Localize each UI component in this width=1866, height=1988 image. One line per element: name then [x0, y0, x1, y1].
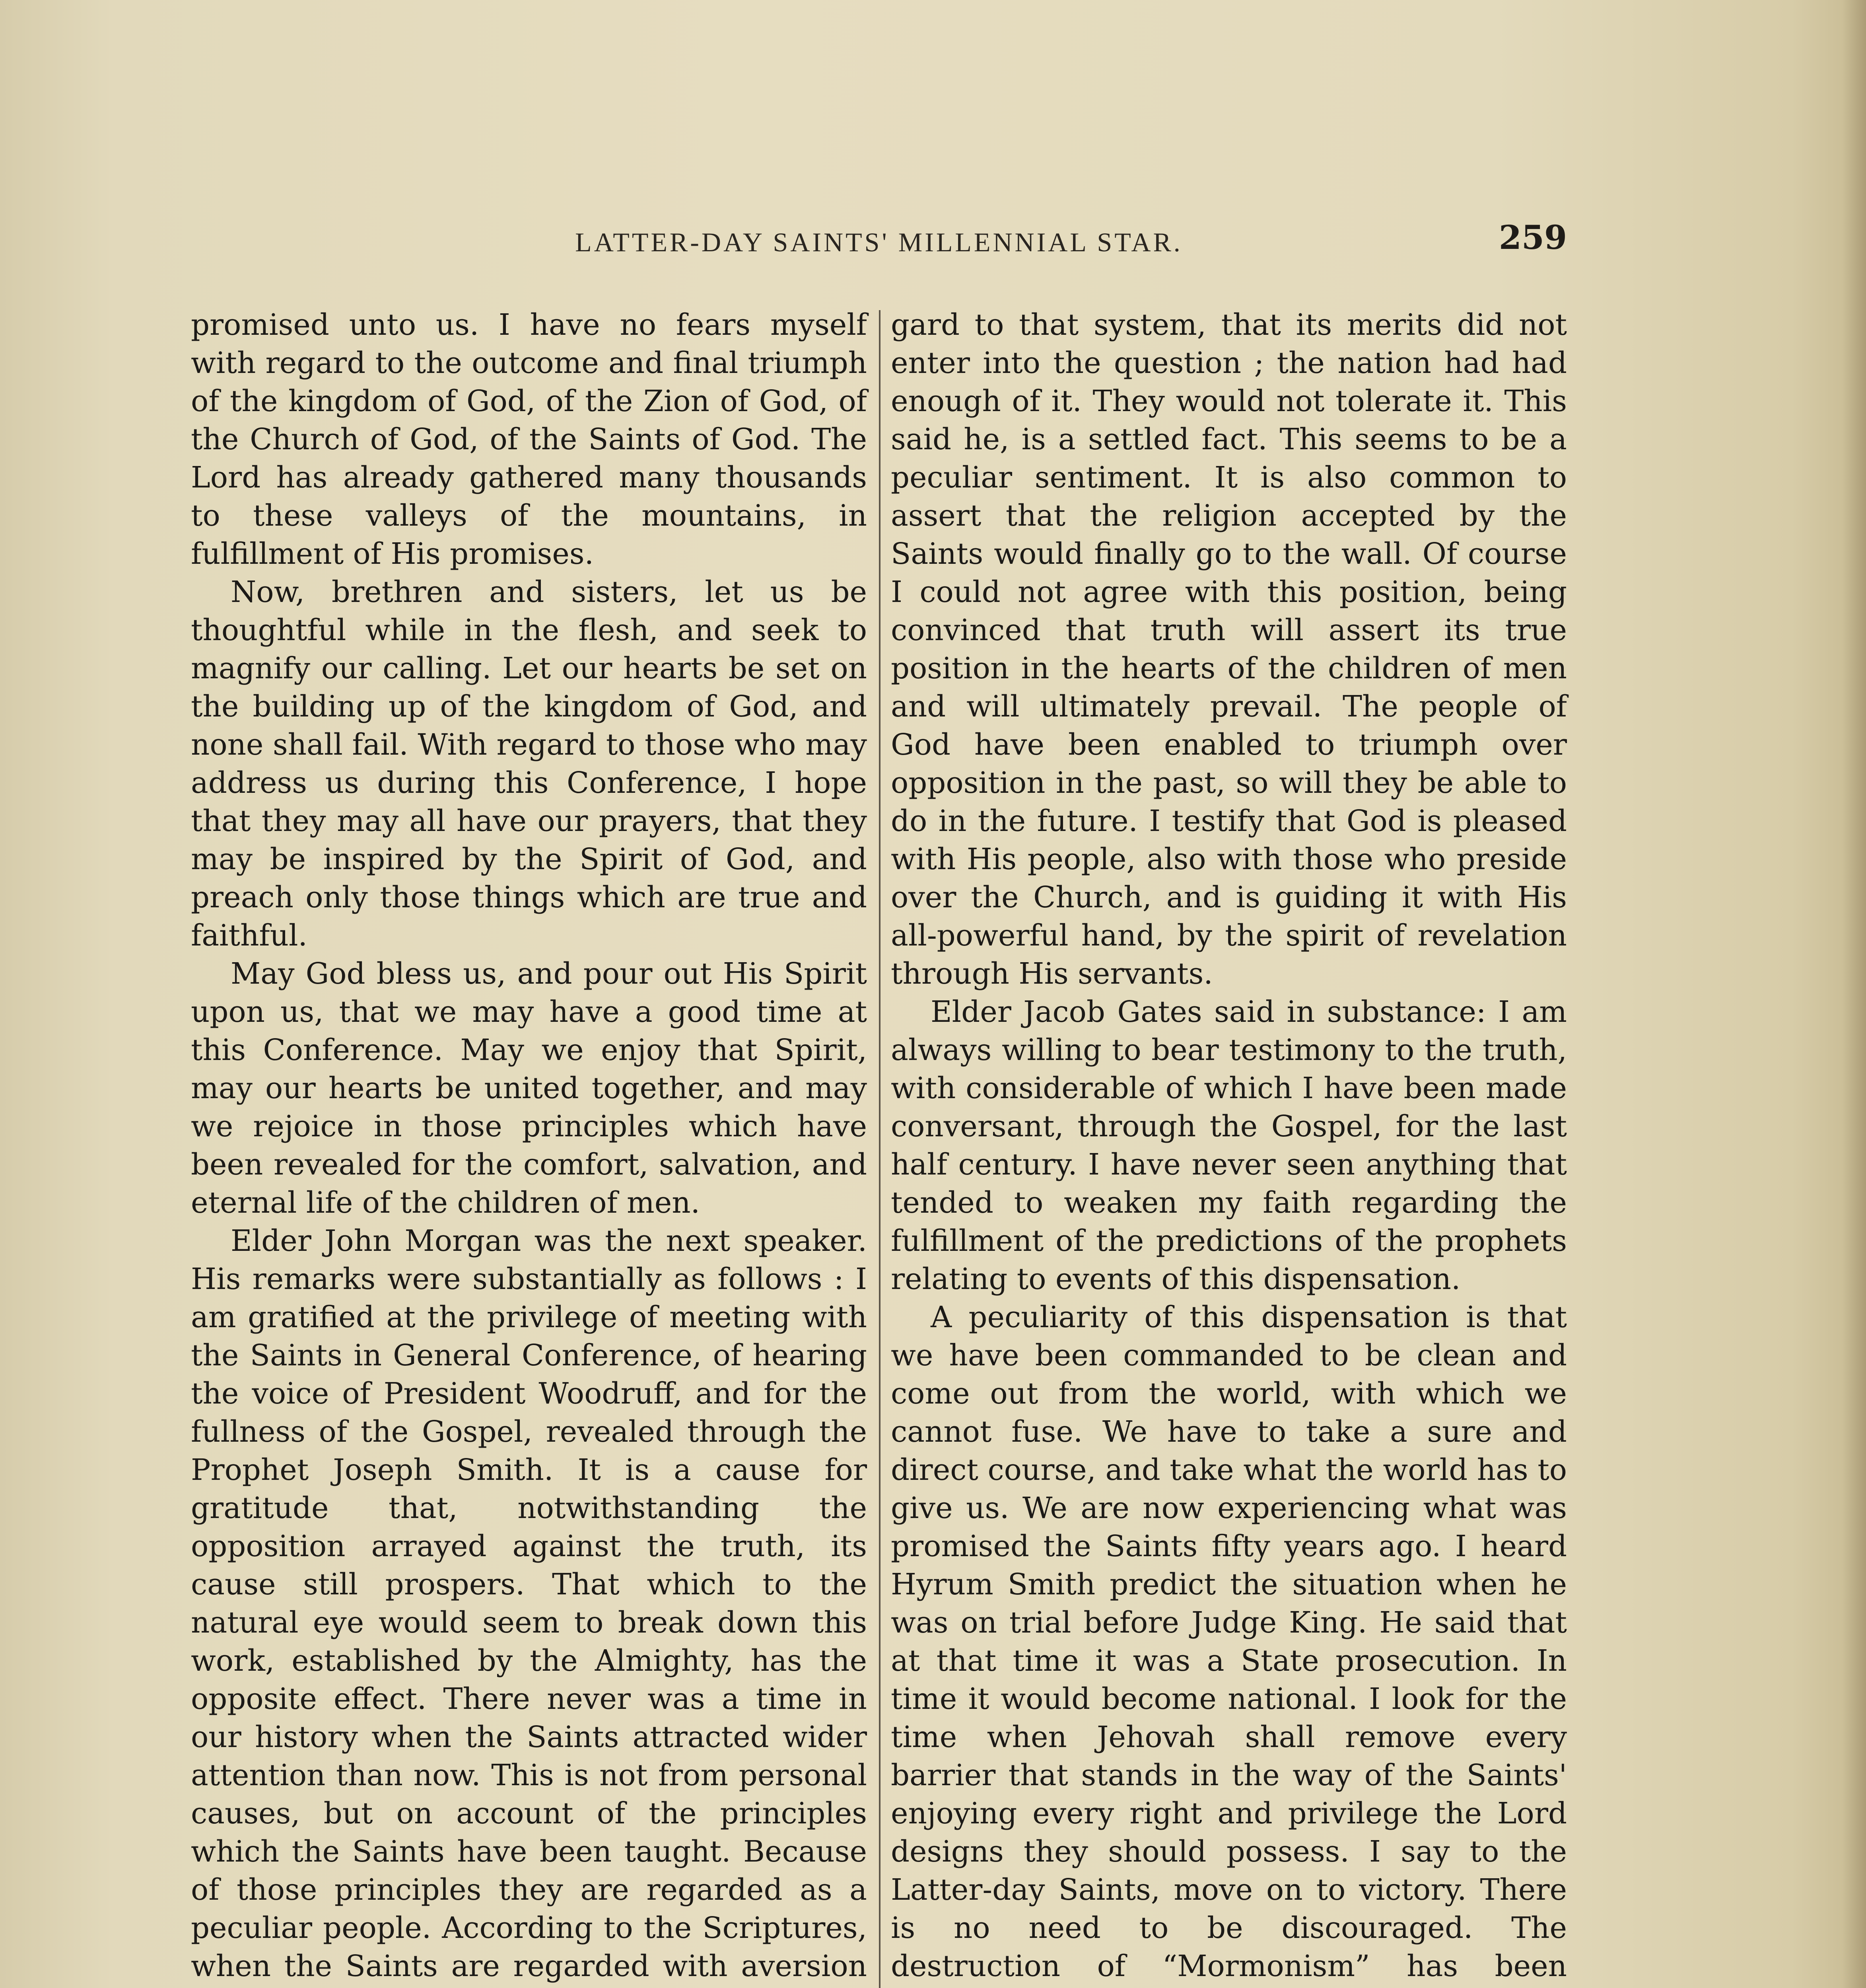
page-number: 259 — [1499, 219, 1567, 257]
right-column — [891, 306, 1567, 1988]
paragraph: May God bless us, and pour out His Spirit upon us, that we may have a good time at this Conference. May we enjoy that Spirit, may our hearts be united together, and may we rejoice in those principles which have been revealed for the comfort, salvation, and eternal life of the children of men. — [191, 957, 867, 1220]
paragraph: A peculiarity of this dispensation is that we have been commanded to be clean and come out from the world, with which we cannot fuse. We have to take a sure and direct course, and take what the world has to give us. We are now experiencing what was promised the Saints fifty years ago. I heard Hyrum Smith predict the situation when he was on trial before Judge King. He said that at that time it was a State prosecution. In time it would become national. I look for the time when Jehovah shall remove every barrier that stands in the way of the Saints' enjoying every right and privilege the Lord designs they should possess. I say to the Latter-day Saints, move on to victory. There is no need to be discouraged. The destruction of “Mormonism” has been — [891, 1301, 1567, 1983]
column-divider — [879, 310, 881, 1988]
paragraph: gard to that system, that its merits did not enter into the question ; the nation had had enough of it. They would not tolerate it. This said he, is a settled fact. This seems to be a peculiar sentiment. It is also common to assert that the religion accepted by the Saints would finally go to the wall. Of course I could not agree with this position, being convinced that truth will assert its true position in the hearts of the children of men and will ultimately prevail. The people of God have been enabled to triumph over opposition in the past, so will they be able to do in the future. I testify that God is pleased with His people, also with those who preside over the Church, and is guiding it with His all-powerful hand, by the spirit of revelation through His servants. — [891, 308, 1567, 991]
page-header — [191, 219, 1567, 266]
paragraph: Elder John Morgan was the next speaker. His remarks were substantially as follows : I am gratified at the privilege of meeting with the Saints in General Conference, of hearing the voice of President Woodruff, and for the fullness of the Gospel, revealed through the Prophet Joseph Smith. It is a cause for gratitude that, notwithstanding the opposition arrayed against the truth, its cause still prospers. That which to the natural eye would seem to break down this work, established by the Almighty, has the opposite effect. There never was a time in our history when the Saints attracted wider attention than now. This is not from personal causes, but on account of the principles which the Saints have been taught. Because of those principles they are regarded as a peculiar people. According to the Scriptures, when the Saints are regarded with aversion — [191, 1224, 867, 1983]
left-column — [191, 306, 867, 1988]
paragraph: promised unto us. I have no fears myself with regard to the outcome and final triumph of the kingdom of God, of the Zion of God, of the Church of God, of the Saints of God. The Lord has already gathered many thousands to these valleys of the mountains, in fulfillment of His promises. — [191, 308, 867, 571]
text-columns — [191, 306, 1567, 1988]
page-edge-shadow — [1842, 0, 1866, 1988]
paragraph: Now, brethren and sisters, let us be thoughtful while in the flesh, and seek to magnify our calling. Let our hearts be set on the building up of the kingdom of God, and none shall fail. With regard to those who may address us during this Conference, I hope that they may all have our prayers, that they may be inspired by the Spirit of God, and preach only those things which are true and faithful. — [191, 575, 867, 953]
running-title: LATTER-DAY SAINTS' MILLENNIAL STAR. — [575, 227, 1183, 257]
paragraph: Elder Jacob Gates said in substance: I am always willing to bear testimony to the truth, with considerable of which I have been made conversant, through the Gospel, for the last half century. I have never seen anything that tended to weaken my faith regarding the fulfillment of the predictions of the prophets relating to events of this dispensation. — [891, 995, 1567, 1296]
